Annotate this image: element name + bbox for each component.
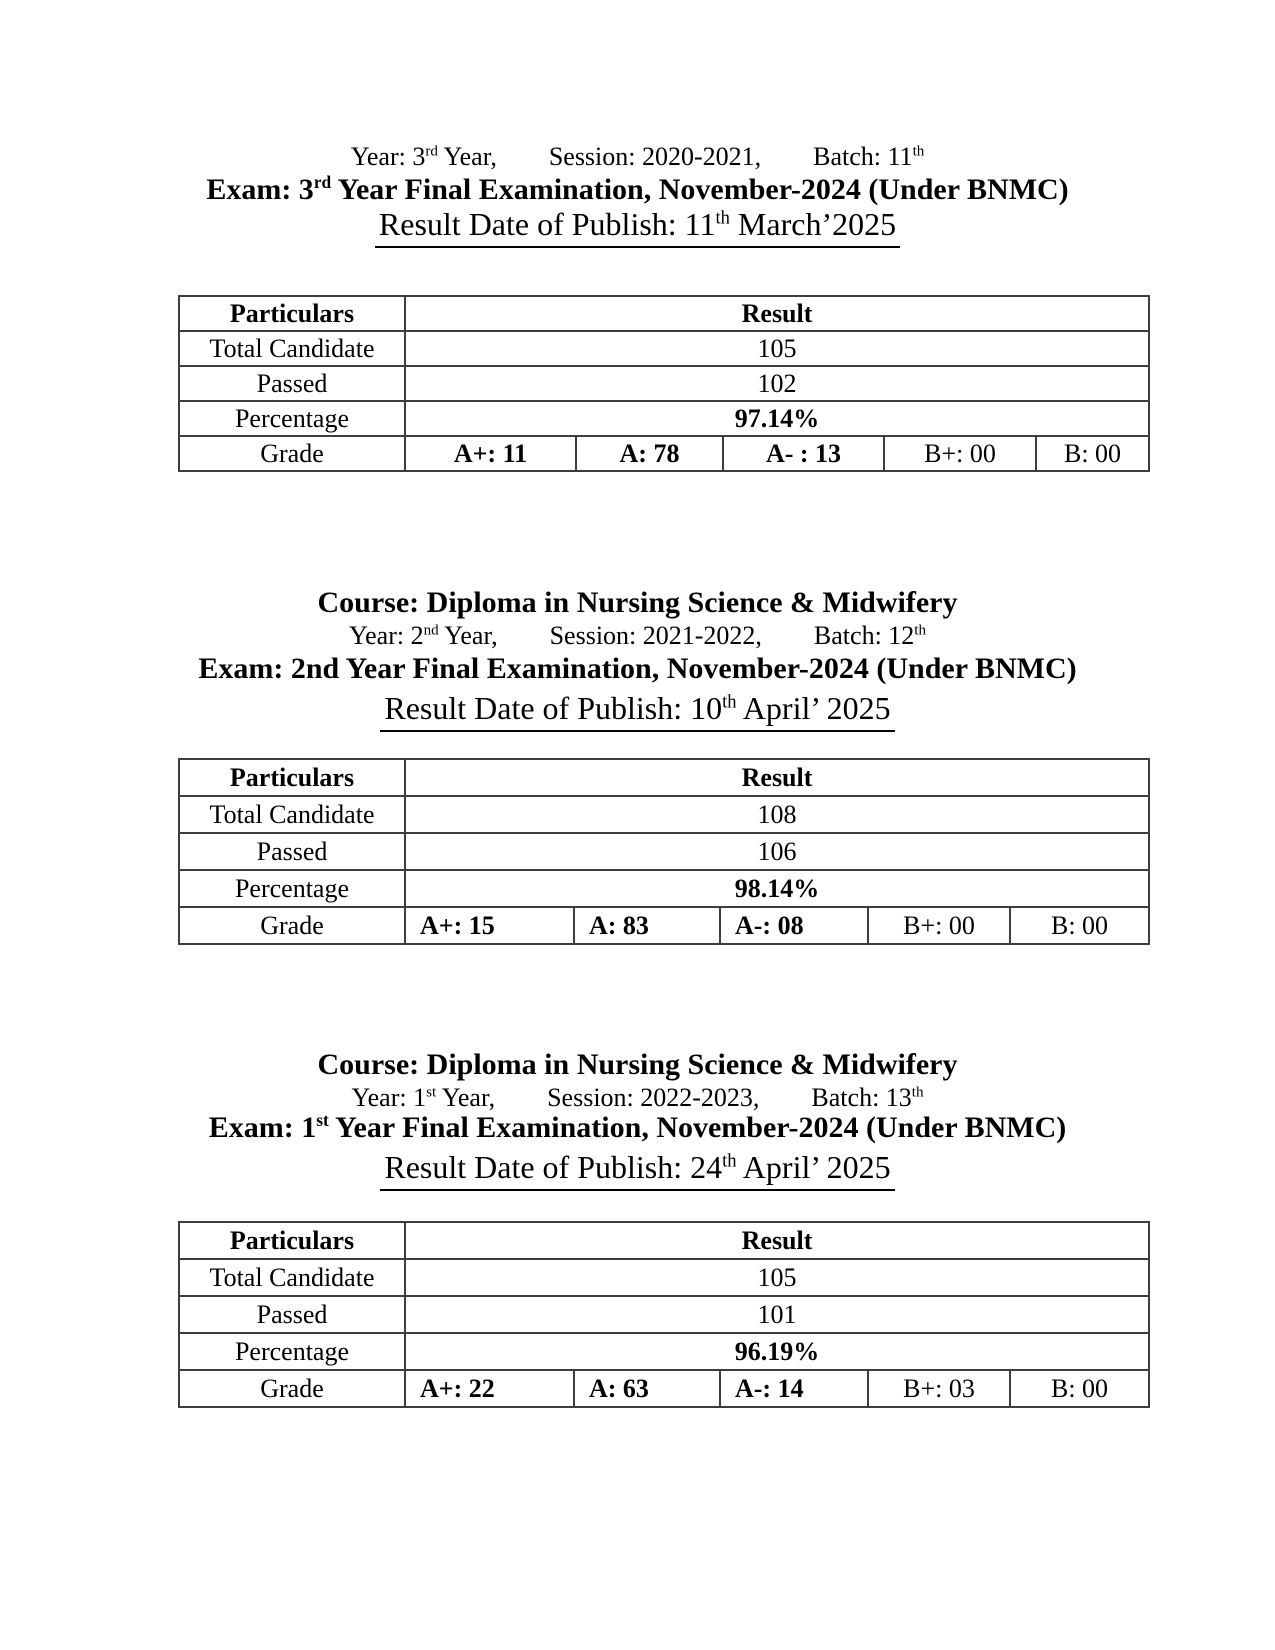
table-header-row: [179, 296, 1149, 331]
row-value: 98.14%: [405, 870, 1149, 907]
session-text: Session: 2022-2023,: [547, 1083, 760, 1112]
particulars-header: Particulars: [179, 1222, 405, 1259]
table-row: [179, 870, 1149, 907]
row-label: Percentage: [179, 1333, 405, 1370]
exam-title: Exam: 2nd Year Final Examination, November-2024 (Under BNMC): [198, 652, 1077, 685]
result-table: [178, 1221, 1150, 1408]
result-header: Result: [405, 296, 1149, 331]
grade-cell: A- : 13: [723, 436, 884, 471]
grade-cell: A: 63: [574, 1370, 720, 1407]
ordinal-superscript: st: [316, 1110, 329, 1130]
result-header: Result: [405, 759, 1149, 796]
ordinal-superscript: nd: [423, 622, 439, 639]
table-row: [179, 401, 1149, 436]
grade-cell: A+: 22: [405, 1370, 574, 1407]
batch-text: Batch: 11th: [813, 142, 925, 171]
grade-cell: A: 78: [576, 436, 723, 471]
table-row: [179, 1333, 1149, 1370]
particulars-header: Particulars: [179, 759, 405, 796]
course-title: Course: Diploma in Nursing Science & Midwifery: [317, 586, 958, 619]
table-header-row: [179, 759, 1149, 796]
exam-title: Exam: 3rd Year Final Examination, November-2024 (Under BNMC): [206, 172, 1069, 206]
row-value: 108: [405, 796, 1149, 833]
ordinal-superscript: th: [914, 622, 927, 639]
grade-row: [179, 907, 1149, 944]
row-value: 105: [405, 1259, 1149, 1296]
year-text: Year: 3rd Year,: [350, 142, 497, 171]
year-text: Year: 2nd Year,: [348, 621, 498, 650]
table-row: [179, 1259, 1149, 1296]
table-row: [179, 331, 1149, 366]
ordinal-superscript: th: [722, 691, 737, 713]
ordinal-superscript: rd: [425, 143, 438, 160]
result-publish-date: Result Date of Publish: 10th April’ 2025: [0, 690, 1275, 732]
grade-cell: B+: 00: [884, 436, 1036, 471]
row-value: 97.14%: [405, 401, 1149, 436]
grade-cell: A+: 15: [405, 907, 574, 944]
table-header-row: [179, 1222, 1149, 1259]
batch-text: Batch: 12th: [813, 621, 927, 650]
ordinal-superscript: rd: [313, 172, 332, 192]
row-label: Percentage: [179, 870, 405, 907]
ordinal-superscript: th: [912, 143, 925, 160]
result-publish-date: Result Date of Publish: 24th April’ 2025: [0, 1149, 1275, 1191]
grade-cell: B+: 00: [868, 907, 1010, 944]
table-row: [179, 833, 1149, 870]
grade-cell: B: 00: [1010, 907, 1149, 944]
year-session-batch-line: [0, 142, 1275, 172]
year-text: Year: 1st Year,: [351, 1083, 496, 1112]
result-header: Result: [405, 1222, 1149, 1259]
ordinal-superscript: th: [911, 1084, 924, 1101]
table-row: [179, 366, 1149, 401]
result-table: [178, 758, 1150, 945]
row-label: Passed: [179, 833, 405, 870]
grade-cell: A: 83: [574, 907, 720, 944]
row-label: Total Candidate: [179, 331, 405, 366]
row-value: 101: [405, 1296, 1149, 1333]
year-session-batch-line: [0, 621, 1275, 651]
table-row: [179, 796, 1149, 833]
particulars-header: Particulars: [179, 296, 405, 331]
grade-cell: B: 00: [1036, 436, 1149, 471]
row-value: 102: [405, 366, 1149, 401]
grade-cell: A-: 14: [720, 1370, 868, 1407]
session-text: Session: 2021-2022,: [549, 621, 762, 650]
row-value: 105: [405, 331, 1149, 366]
grade-cell: B: 00: [1010, 1370, 1149, 1407]
grade-cell: A+: 11: [405, 436, 576, 471]
row-label: Grade: [179, 907, 405, 944]
row-label: Percentage: [179, 401, 405, 436]
ordinal-superscript: st: [426, 1084, 437, 1101]
grade-row: [179, 1370, 1149, 1407]
batch-text: Batch: 13th: [811, 1083, 924, 1112]
row-label: Grade: [179, 436, 405, 471]
row-label: Grade: [179, 1370, 405, 1407]
grade-cell: A-: 08: [720, 907, 868, 944]
session-text: Session: 2020-2021,: [548, 142, 762, 171]
year-session-batch-line: [0, 1083, 1275, 1113]
grade-cell: B+: 03: [868, 1370, 1010, 1407]
result-table: [178, 295, 1150, 472]
row-label: Total Candidate: [179, 796, 405, 833]
row-label: Total Candidate: [179, 1259, 405, 1296]
grade-row: [179, 436, 1149, 471]
ordinal-superscript: th: [715, 207, 730, 229]
table-row: [179, 1296, 1149, 1333]
row-value: 106: [405, 833, 1149, 870]
course-title: Course: Diploma in Nursing Science & Midwifery: [317, 1048, 958, 1081]
row-label: Passed: [179, 366, 405, 401]
exam-title: Exam: 1st Year Final Examination, November-2024 (Under BNMC): [208, 1110, 1067, 1144]
row-label: Passed: [179, 1296, 405, 1333]
result-publish-date: Result Date of Publish: 11th March’2025: [0, 206, 1275, 248]
ordinal-superscript: th: [722, 1150, 737, 1172]
row-value: 96.19%: [405, 1333, 1149, 1370]
